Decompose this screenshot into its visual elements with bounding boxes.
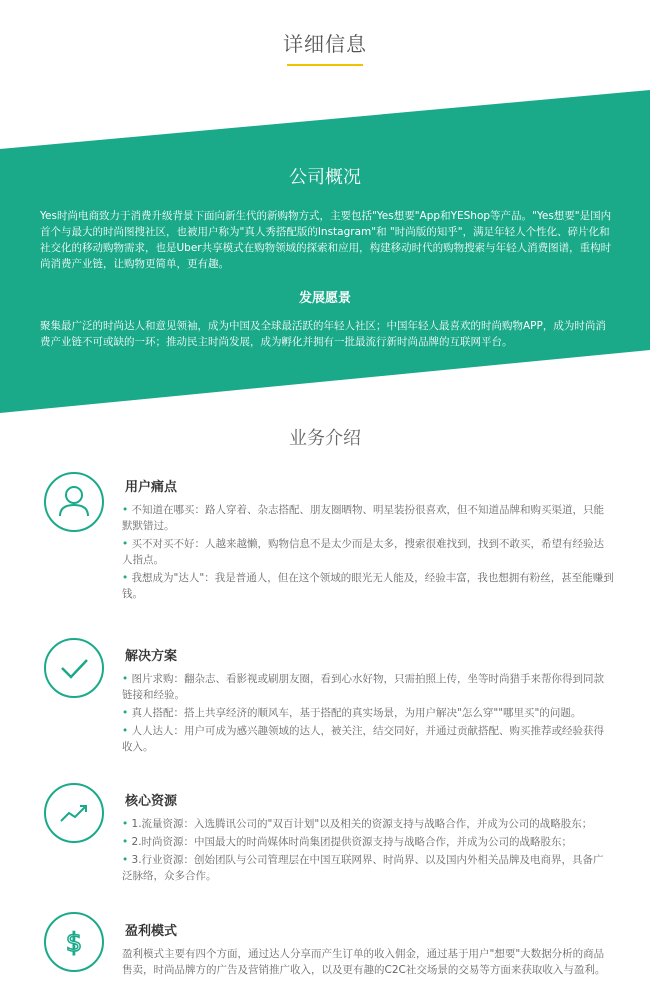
section-title: 用户痛点	[125, 480, 178, 495]
checkmark-icon	[44, 638, 104, 698]
trend-chart-icon	[44, 783, 104, 843]
list-item: • 我想成为"达人"：我是普通人，但在这个领域的眼光无人能及，经验丰富，我也想拥有粉丝，甚至能赚到钱。	[122, 572, 614, 600]
list-item: • 真人搭配：搭上共享经济的顺风车，基于搭配的真实场景，为用户解决"怎么穿""哪里买"的问题。	[122, 707, 582, 719]
overview-text: Yes时尚电商致力于消费升级背景下面向新生代的新购物方式，主要包括"Yes想要"App和YEShop等产品。"Yes想要"是国内首个与最大的时尚图搜社区，也被用户称为"真人秀搭配版的Instagram"和 "时尚版的知乎"，满足年轻人个性化、碎片化和社交化的移动购物需求，也是Uber共享模式在购物领域的探索和应用，构建移动时代的购物搜索与年轻人消费图谱，重构时尚消费产业链，让购物更简单，更有趣。	[40, 210, 612, 270]
list-item: • 人人达人：用户可成为感兴趣领域的达人，被关注，结交同好，并通过贡献搭配、购买推荐或经验获得收入。	[122, 725, 605, 753]
overview-title: 公司概况	[289, 167, 361, 188]
list-item: • 图片求购：翻杂志、看影视或刷朋友圈，看到心水好物，只需拍照上传，坐等时尚猎手来帮你得到同款链接和经验。	[122, 673, 605, 701]
section-list	[122, 671, 614, 757]
section-list	[122, 816, 614, 886]
vision-text: 聚集最广泛的时尚达人和意见领袖，成为中国及全球最活跃的年轻人社区；中国年轻人最喜欢的时尚购物APP，成为时尚消费产业链不可或缺的一环；推动民主时尚发展，成为孵化并拥有一批最流行新时尚品牌的互联网平台。	[40, 320, 606, 348]
title-underline	[287, 64, 363, 66]
business-title: 业务介绍	[289, 428, 361, 449]
list-item: • 买不对买不好：人越来越懒，购物信息不是太少而是太多，搜索很难找到，找到不敢买，希望有经验达人指点。	[122, 538, 605, 566]
svg-text:$: $	[65, 928, 83, 958]
list-item: • 3.行业资源：创始团队与公司管理层在中国互联网界、时尚界、以及国内外相关品牌及电商界，具备广泛脉络，众多合作。	[122, 854, 604, 882]
section-title: 核心资源	[125, 794, 178, 809]
list-item: • 1.流量资源：入选腾讯公司的"双百计划"以及相关的资源支持与战略合作，并成为公司的战略股东；	[122, 818, 593, 830]
section-list	[122, 502, 614, 604]
section-title: 盈利模式	[125, 924, 178, 939]
section-text: 盈利模式主要有四个方面，通过达人分享而产生订单的收入佣金，通过基于用户"想要"大数据分析的商品售卖，时尚品牌方的广告及营销推广收入，以及更有趣的C2C社交场景的交易等方面来获取收入与盈利。	[122, 948, 606, 976]
list-item: • 2.时尚资源：中国最大的时尚媒体时尚集团提供资源支持与战略合作，并成为公司的战略股东；	[122, 836, 573, 848]
section-title: 解决方案	[125, 649, 178, 664]
page-title: 详细信息	[283, 32, 367, 56]
vision-title: 发展愿景	[298, 291, 351, 306]
dollar-icon	[44, 912, 104, 972]
user-icon	[44, 472, 104, 532]
list-item: • 不知道在哪买：路人穿着、杂志搭配、朋友圈晒物、明星装扮很喜欢，但不知道品牌和购买渠道，只能默默错过。	[122, 504, 605, 532]
